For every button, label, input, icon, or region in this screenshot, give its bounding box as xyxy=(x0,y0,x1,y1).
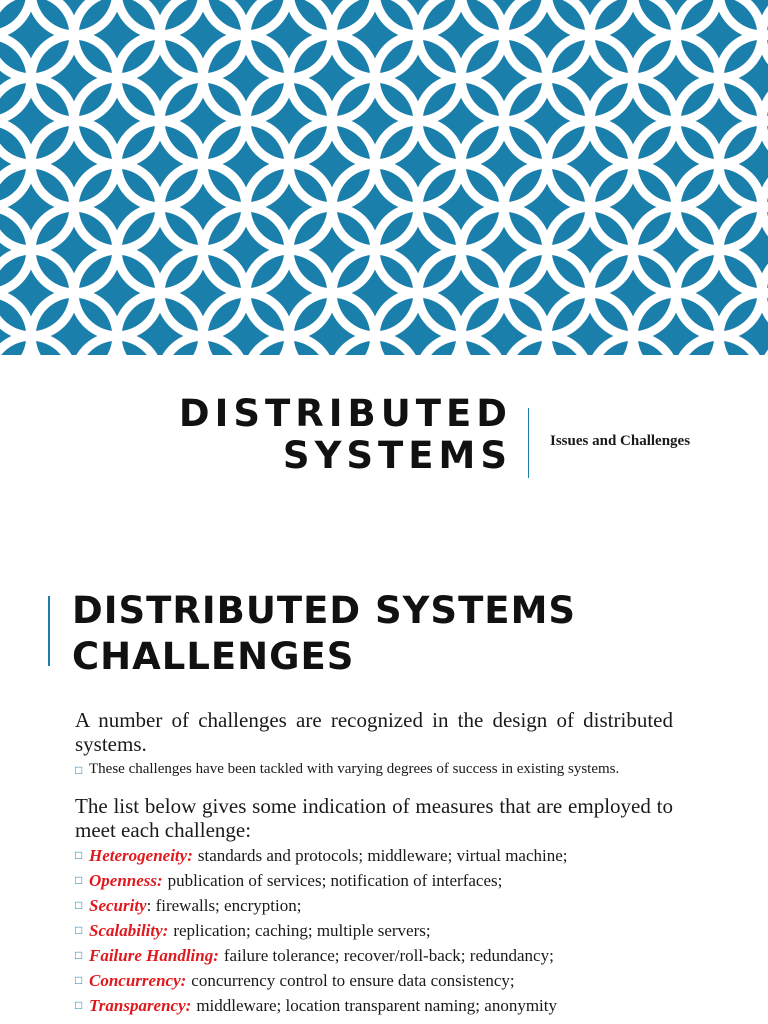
challenge-term: Failure Handling: xyxy=(89,946,219,965)
list-item xyxy=(75,896,673,921)
lead-paragraph: The list below gives some indication of measures that are employed to meet each challenge: xyxy=(75,794,673,842)
challenge-measures: standards and protocols; middleware; virtual machine; xyxy=(197,846,568,865)
challenge-measures: failure tolerance; recover/roll-back; redundancy; xyxy=(223,946,554,965)
sub-bullet xyxy=(75,762,673,778)
challenge-measures: publication of services; notification of interfaces; xyxy=(167,871,503,890)
square-bullet-icon: □ xyxy=(75,873,83,887)
list-item xyxy=(75,846,673,871)
sub-bullet-text: These challenges have been tackled with varying degrees of success in existing systems. xyxy=(89,761,620,777)
slide2-accent-bar xyxy=(48,596,50,666)
challenge-measures: middleware; location transparent naming; anonymity xyxy=(196,996,557,1015)
challenge-term: Transparency: xyxy=(89,996,192,1015)
intro-paragraph: A number of challenges are recognized in the design of distributed systems. xyxy=(75,708,673,756)
challenge-list xyxy=(75,846,673,1021)
square-bullet-icon: □ xyxy=(75,763,83,777)
square-bullet-icon: □ xyxy=(75,973,83,987)
square-bullet-icon: □ xyxy=(75,948,83,962)
title-divider xyxy=(528,408,529,478)
list-item xyxy=(75,971,673,996)
challenge-term: Scalability: xyxy=(89,921,169,940)
square-bullet-icon: □ xyxy=(75,848,83,862)
challenge-term: Concurrency: xyxy=(89,971,187,990)
square-bullet-icon: □ xyxy=(75,998,83,1012)
challenge-measures: concurrency control to ensure data consistency; xyxy=(191,971,515,990)
challenge-measures: replication; caching; multiple servers; xyxy=(173,921,431,940)
list-item xyxy=(75,946,673,971)
header-circle-pattern xyxy=(0,0,768,355)
square-bullet-icon: □ xyxy=(75,923,83,937)
challenge-term: Heterogeneity: xyxy=(89,846,193,865)
slide1-title xyxy=(150,393,512,477)
slide2-title xyxy=(72,588,692,680)
list-item xyxy=(75,921,673,946)
slide2-body xyxy=(75,708,673,1021)
list-item xyxy=(75,996,673,1021)
challenge-measures: : firewalls; encryption; xyxy=(146,896,302,915)
slide1-title-line1: DISTRIBUTED xyxy=(178,392,512,435)
slide1-title-line2: SYSTEMS xyxy=(282,434,512,477)
slide1-subtitle: Issues and Challenges xyxy=(550,433,691,449)
list-item xyxy=(75,871,673,896)
challenge-term: Openness: xyxy=(89,871,163,890)
slide2-title-line2: CHALLENGES xyxy=(72,635,355,678)
slide2-title-line1: DISTRIBUTED SYSTEMS xyxy=(72,589,577,632)
challenge-term: Security xyxy=(89,896,147,915)
square-bullet-icon: □ xyxy=(75,898,83,912)
